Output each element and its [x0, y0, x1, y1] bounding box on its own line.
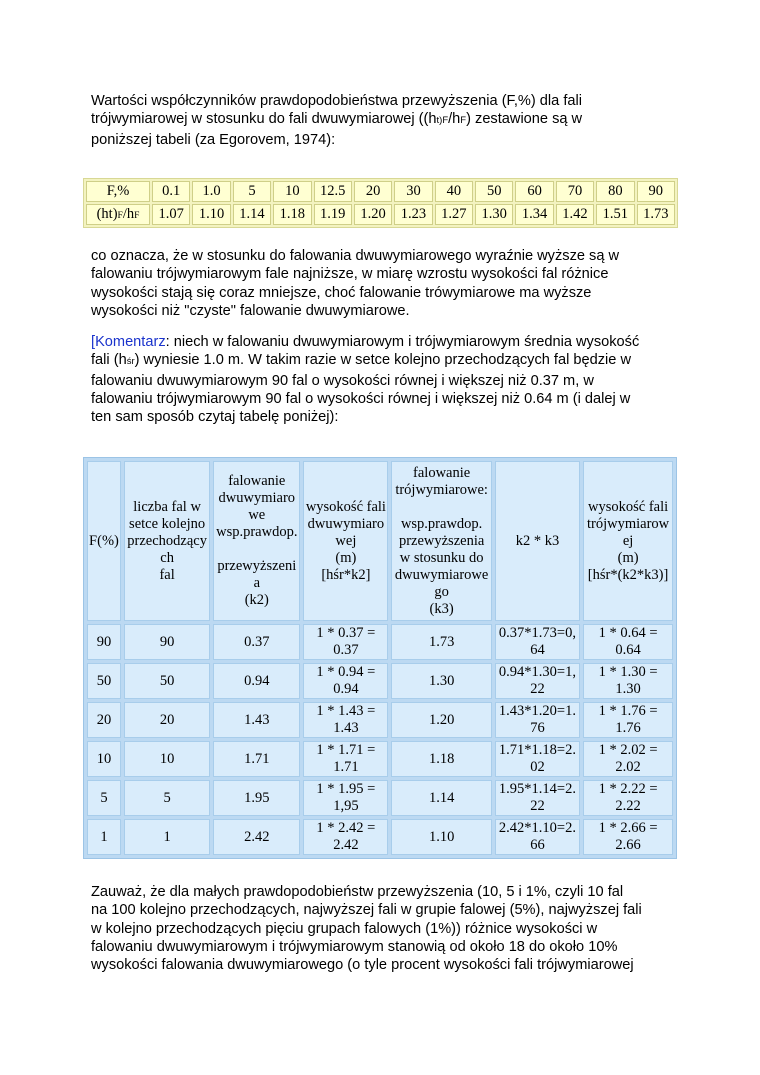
cell-height-3d: 1 * 1.30 = 1.30: [583, 663, 673, 699]
cell-f: 90: [87, 624, 121, 660]
explanation-line: falowaniu trójwymiarowym fale najniższe, w miarę wzrostu wysokości fal różnice: [91, 266, 609, 283]
table1-f-cell: 30: [394, 181, 432, 202]
table1-row-f: [86, 181, 675, 202]
cell-count: 20: [124, 702, 210, 738]
comment-line-3: falowaniu dwuwymiarowym 90 fal o wysokości równej i większej niż 0.37 m, w: [91, 372, 594, 389]
cell-height-3d: 1 * 2.66 = 2.66: [583, 819, 673, 855]
probability-ratio-table: [83, 178, 678, 228]
header-product: k2 * k3: [495, 461, 580, 621]
explanation-line: co oznacza, że w stosunku do falowania dwuwymiarowego wyraźnie wyższe są w: [91, 248, 620, 264]
cell-k2: 0.37: [213, 624, 300, 660]
table1-ratio-cell: 1.19: [314, 204, 352, 225]
table1-ratio-cell: 1.27: [435, 204, 473, 225]
cell-count: 10: [124, 741, 210, 777]
table-row: [87, 819, 673, 855]
cell-k2: 0.94: [213, 663, 300, 699]
table1-ratio-cell: 1.10: [192, 204, 230, 225]
cell-height-2d: 1 * 1.71 = 1.71: [303, 741, 388, 777]
table1-ratio-cell: 1.30: [475, 204, 513, 225]
comment-paragraph: [91, 333, 676, 426]
cell-k2: 1.71: [213, 741, 300, 777]
header-height-3d: wysokość fali trójwymiarow ej (m) [hśr*(k2*k3)]: [583, 461, 673, 621]
cell-product: 1.71*1.18=2. 02: [495, 741, 580, 777]
table1-ratio-cell: 1.07: [152, 204, 190, 225]
table1-ratio-cell: 1.73: [637, 204, 676, 225]
cell-product: 2.42*1.10=2. 66: [495, 819, 580, 855]
conclusion-line: w kolejno przechodzących pięciu grupach falowych (1%)) różnice wysokości w: [91, 920, 598, 937]
table-row: [87, 780, 673, 816]
conclusion-line: falowaniu dwuwymiarowym i trójwymiarowym stanowią od około 18 do około 10%: [91, 938, 618, 955]
wave-height-table: [83, 457, 677, 859]
table-row: [87, 624, 673, 660]
table1-f-cell: 50: [475, 181, 513, 202]
table-row: [87, 702, 673, 738]
header-k2: falowanie dwuwymiaro we wsp.prawdop. przewyższeni a (k2): [213, 461, 300, 621]
table1-ratio-cell: 1.42: [556, 204, 594, 225]
table1-f-cell: 20: [354, 181, 392, 202]
table1-f-cell: 5: [233, 181, 271, 202]
table1-f-cell: 1.0: [192, 181, 230, 202]
table1-ratio-cell: 1.20: [354, 204, 392, 225]
cell-height-3d: 1 * 2.02 = 2.02: [583, 741, 673, 777]
table-row: [87, 741, 673, 777]
cell-height-3d: 1 * 2.22 = 2.22: [583, 780, 673, 816]
comment-link[interactable]: Komentarz: [95, 334, 166, 350]
table1-f-cell: 90: [637, 181, 676, 202]
comment-bracket: [: [91, 334, 96, 350]
explanation-line: wysokości stają się coraz mniejsze, choć falowanie trówymiarowe ma wyższe: [91, 284, 592, 301]
cell-height-2d: 1 * 1.95 = 1,95: [303, 780, 388, 816]
intro-paragraph: [91, 92, 671, 149]
table1-ratio-cell: 1.14: [233, 204, 271, 225]
cell-height-2d: 1 * 2.42 = 2.42: [303, 819, 388, 855]
table1-f-cell: 80: [596, 181, 634, 202]
header-height-2d: wysokość fali dwuwymiaro wej (m) [hśr*k2]: [303, 461, 388, 621]
cell-k3: 1.20: [391, 702, 491, 738]
cell-product: 0.37*1.73=0, 64: [495, 624, 580, 660]
conclusion-line: Zauważ, że dla małych prawdopodobieństw przewyższenia (10, 5 i 1%, czyli 10 fal: [91, 884, 624, 900]
cell-k3: 1.73: [391, 624, 491, 660]
table1-f-cell: 0.1: [152, 181, 190, 202]
cell-k2: 2.42: [213, 819, 300, 855]
comment-line-2: fali (hśr) wyniesie 1.0 m. W takim razie w setce kolejno przechodzących fal będzie w: [91, 352, 631, 369]
cell-f: 5: [87, 780, 121, 816]
cell-count: 90: [124, 624, 210, 660]
header-wave-count: liczba fal w setce kolejno przechodzący ch fal: [124, 461, 210, 621]
table1-ratio-cell: 1.34: [515, 204, 553, 225]
table1-ratio-cell: 1.51: [596, 204, 634, 225]
cell-f: 10: [87, 741, 121, 777]
comment-line-5: ten sam sposób czytaj tabelę poniżej):: [91, 409, 339, 426]
cell-product: 1.95*1.14=2. 22: [495, 780, 580, 816]
table1-ratio-cell: 1.23: [394, 204, 432, 225]
cell-product: 0.94*1.30=1, 22: [495, 663, 580, 699]
comment-line-1: [Komentarz: niech w falowaniu dwuwymiarowym i trójwymiarowym średnia wysokość: [91, 334, 640, 350]
cell-product: 1.43*1.20=1. 76: [495, 702, 580, 738]
table1-label-ratio: (ht)F/hF: [86, 204, 150, 225]
cell-k3: 1.18: [391, 741, 491, 777]
cell-f: 20: [87, 702, 121, 738]
conclusion-line: na 100 kolejno przechodzących, najwyższej fali w grupie falowej (5%), najwyższej fali: [91, 902, 642, 919]
conclusion-line: wysokości falowania dwuwymiarowego (o tyle procent wysokości fali trójwymiarowej: [91, 957, 634, 974]
cell-height-2d: 1 * 0.37 = 0.37: [303, 624, 388, 660]
cell-height-3d: 1 * 1.76 = 1.76: [583, 702, 673, 738]
cell-f: 50: [87, 663, 121, 699]
table2-header-row: [87, 461, 673, 621]
cell-k3: 1.10: [391, 819, 491, 855]
table1-f-cell: 40: [435, 181, 473, 202]
intro-line-1: Wartości współczynników prawdopodobieństwa przewyższenia (F,%) dla fali: [91, 93, 582, 109]
explanation-line: wysokości niż "czyste" falowanie dwuwymiarowe.: [91, 302, 410, 319]
header-f: F(%): [87, 461, 121, 621]
comment-line-4: falowaniu trójwymiarowym 90 fal o wysokości równej i większej niż 0.64 m (i dalej w: [91, 390, 631, 407]
header-k3: falowanie trójwymiarowe: wsp.prawdop. przewyższenia w stosunku do dwuwymiarowe go (k3): [391, 461, 491, 621]
table1-label-f: F,%: [86, 181, 150, 202]
cell-height-2d: 1 * 1.43 = 1.43: [303, 702, 388, 738]
table-row: [87, 663, 673, 699]
table1-f-cell: 10: [273, 181, 311, 202]
cell-count: 5: [124, 780, 210, 816]
cell-height-2d: 1 * 0.94 = 0.94: [303, 663, 388, 699]
table1-row-ratio: [86, 204, 675, 225]
explanation-paragraph: [91, 247, 671, 320]
table1-f-cell: 70: [556, 181, 594, 202]
cell-k2: 1.95: [213, 780, 300, 816]
conclusion-paragraph: [91, 883, 676, 974]
cell-k3: 1.14: [391, 780, 491, 816]
intro-line-3: poniższej tabeli (za Egorovem, 1974):: [91, 131, 336, 148]
cell-count: 50: [124, 663, 210, 699]
cell-k3: 1.30: [391, 663, 491, 699]
table1-ratio-cell: 1.18: [273, 204, 311, 225]
cell-height-3d: 1 * 0.64 = 0.64: [583, 624, 673, 660]
cell-f: 1: [87, 819, 121, 855]
cell-count: 1: [124, 819, 210, 855]
intro-line-2: trójwymiarowej w stosunku do fali dwuwymiarowej ((ht)F/hF) zestawione są w: [91, 111, 583, 128]
table1-f-cell: 12.5: [314, 181, 352, 202]
table1-f-cell: 60: [515, 181, 553, 202]
cell-k2: 1.43: [213, 702, 300, 738]
